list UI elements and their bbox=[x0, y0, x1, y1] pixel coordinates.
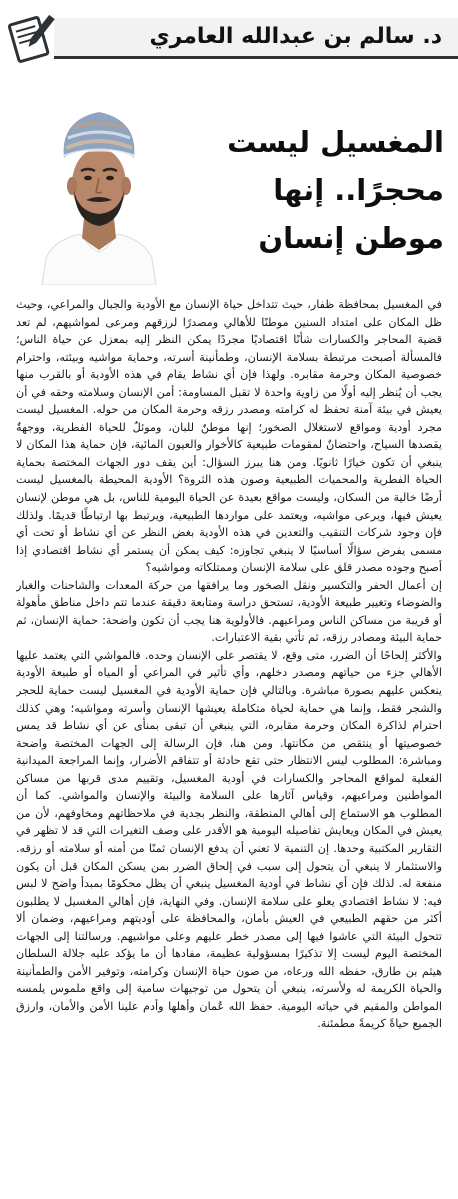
headline-line-2: محجرًا.. إنها bbox=[273, 173, 444, 207]
author-name: د. سالم بن عبدالله العامري bbox=[149, 24, 442, 49]
article-paragraph: والأكثر إلحاحًا أن الضرر، متى وقع، لا يقتصر على الإنسان وحده. فالمواشي التي يعتمد عليها الأهالي جزء من حياتهم ومصدر دخلهم، وأي تأثير في المراعي أو المياه أو طبيعة الأودية ينعكس عليهم بصورة مباشرة. وبالتالي فإن حماية الأودية في المغسيل ليست حماية للحجر والشجر فقط، وإنما هي حماية لحياة متكاملة يعيشها الإنسان وأسرته ومواشيه؛ وهي كذلك احترام لذاكرة المكان وحرمة مقابره، التي ينبغي أن تبقى بمنأى عن أي نشاط قد يمس خصوصيتها أو ينتقص من مكانتها. ومن هنا، فإن الرسالة إلى الجهات المختصة واضحة ومباشرة: المطلوب ليس الانتظار حتى تقع حادثة أو تتفاقم الأضرار، وإنما المراجعة الميدانية الفعلية لمواقع المحاجر والكسارات في أودية المغسيل، وتقييم مدى قربها من مساكن المواطنين ومراعيهم، وقياس آثارها على السلامة والبيئة والإنسان والمواشي. كما أن المطلوب هو الاستماع إلى أهالي المنطقة، والنظر بجدية في ملاحظاتهم ومخاوفهم، لأن من يعيش في المكان ويعايش تفاصيله اليومية هو الأقدر على وصف التغيرات التي قد لا تظهر في التقارير المكتبية وحدها. إن التنمية لا تعني أن يدفع الإنسان ثمنًا من أمنه أو سلامته أو رزقه. والاستثمار لا ينبغي أن يتحول إلى سبب في إلحاق الضرر بمن يسكن المكان قبل أن يكون منفعة له. لذلك فإن أي نشاط في أودية المغسيل ينبغي أن يظل محكومًا بمبدأ واضح لا لبس فيه: لا نشاط اقتصادي يعلو على سلامة الإنسان. وفي النهاية، فإن أهالي المغسيل لا يطلبون أكثر من حقهم الطبيعي في العيش بأمان، والمحافظة على أوديتهم ومراعيهم، وضمان ألا تتحول البيئة التي عاشوا فيها إلى مصدر خطر عليهم وعلى مواشيهم. ورسالتنا إلى الجهات المختصة اليوم ليست إلا تذكيرًا بمسؤولية عظيمة، مفادها أن ما يؤكد عليه جلالة السلطان هيثم بن طارق، حفظه الله ورعاه، من صون حياة الإنسان وكرامته، وتوفير الأمن والطمأنينة والحياة الكريمة له ولأسرته، ينبغي أن يتحول من توجيهات سامية إلى واقع ملموس يلمسه المواطن والمقيم في حياته اليومية. حفظ الله عُمان وأهلها وأدم علينا الأمن والأمان، وارزق الجميع حياةً كريمةً مطمئنة. bbox=[16, 648, 442, 1031]
article-headline bbox=[214, 118, 444, 262]
headline-line-1: المغسيل ليست bbox=[227, 125, 444, 159]
article-paragraph: في المغسيل بمحافظة ظفار، حيث تتداخل حياة الإنسان مع الأودية والجبال والمراعي، وحيث ظل المكان على امتداد السنين موطنًا للأهالي ومصدرًا لرزقهم ومرعى لمواشيهم، لم تعد قضية المحاجر والكسارات شأنًا اقتصاديًا مجردًا يمكن النظر إليه بمعزل عن حياة الناس؛ فالمسألة أصبحت مرتبطة بسلامة الإنسان، وطمأنينة أسرته، وحماية مواشيه وبيئته، واحترام خصوصية المكان وحرمة مقابره. ولهذا فإن أي نشاط يقام في هذه الأودية أو بالقرب منها يجب أن يُنظر إليه أولًا من زاوية واحدة لا تقبل المساومة: أمن الإنسان وسلامته وحقه في أن يعيش في بيئة آمنة تحفظ له كرامته ومصدر رزقه وحرمة المكان من حوله. المغسيل ليست مجرد أودية ومواقع لاستغلال الصخور؛ إنها موطنٌ للبان، وموئلٌ للحياة الفطرية، ووجهةٌ يقصدها السياح، واحتضانٌ لمقومات طبيعية كالأخوار والعيون المائية، فإن حماية هذا المكان لا ينبغي أن تكون خيارًا ثانويًا. ومن هنا يبرز السؤال: أين يقف دور الجهات المختصة بحماية الحياة الفطرية والمحميات الطبيعية وصون هذه الثروة؟ الأودية المحيطة بالمغسيل ليست أرضًا خالية من السكان، وليست مواقع بعيدة عن الحياة اليومية للناس، بل هي موطن لإنسان يعيش فيها، ويرعى مواشيه، ويعتمد على مواردها الطبيعية، ويرتبط بها ارتباطًا قديمًا. ولذلك فإن وجود شركات التنقيب والتعدين في هذه الأودية بغض النظر عن أي نشاط أو تحت أي مسمى يفرض سؤالًا أساسيًا لا ينبغي تجاوزه: كيف يمكن أن يستمر أي نشاط اقتصادي إذا أصبح وجوده مصدر قلق على سلامة الإنسان وممتلكاته ومواشيه؟ bbox=[16, 298, 442, 575]
author-portrait bbox=[34, 100, 164, 285]
headline-line-3: موطن إنسان bbox=[258, 221, 444, 255]
article-paragraph: إن أعمال الحفر والتكسير ونقل الصخور وما يرافقها من حركة المعدات والشاحنات والغبار والضوضاء وتغيير طبيعة الأودية، تستحق دراسة ومتابعة دقيقة عندما تتم داخل مناطق مأهولة أو قريبة من مساكن الناس ومراعيهم. فالأولوية هنا يجب أن تكون واضحة: حماية الإنسان، ثم حماية البيئة ومصادر رزقه، ثم تأتي بقية الاعتبارات. bbox=[16, 578, 442, 645]
author-header bbox=[0, 6, 458, 66]
pen-on-paper-icon bbox=[4, 10, 56, 64]
article-body bbox=[16, 296, 442, 1191]
